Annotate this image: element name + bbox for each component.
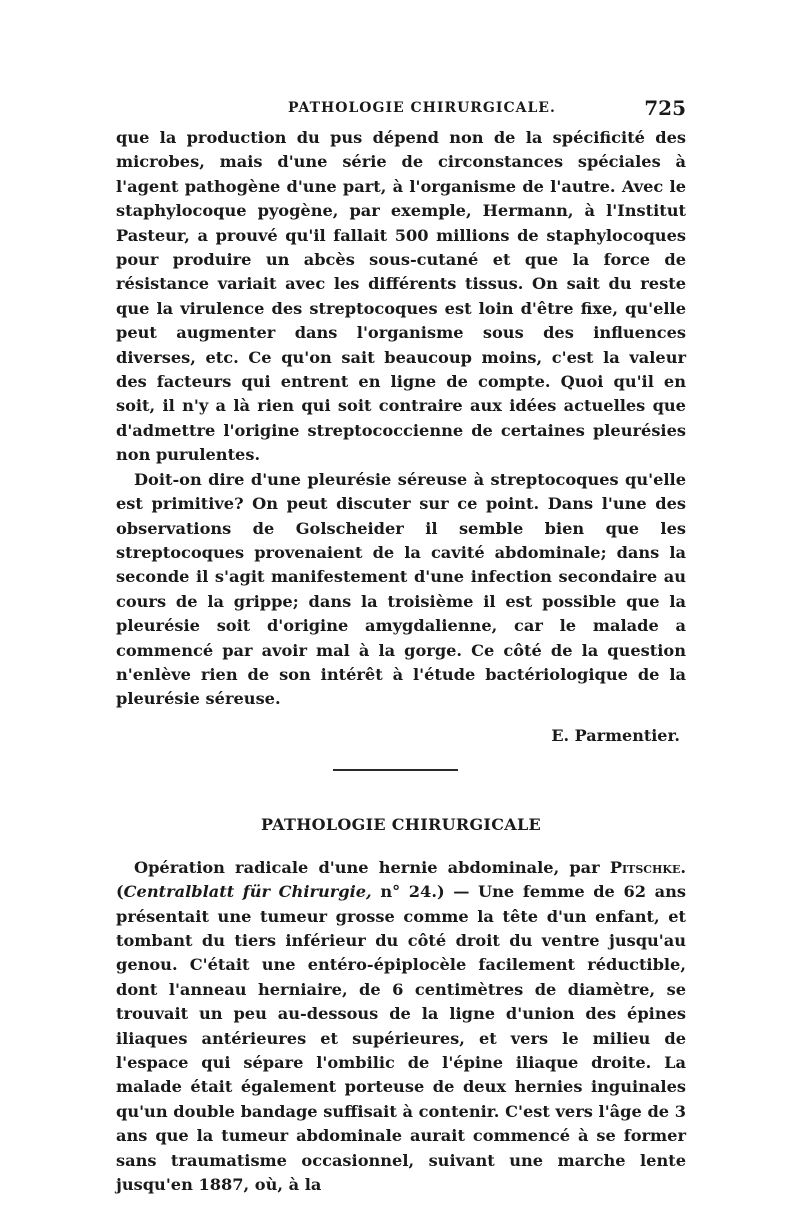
article-paragraph xyxy=(116,856,686,1198)
journal-open: ( xyxy=(116,882,124,902)
section-divider xyxy=(333,769,458,771)
paragraph-continued: que la production du pus dépend non de la spécificité des microbes, mais d'une série de circonstances spéciales à l'agent pathogène d'une part, à l'organisme de l'autre. Avec le staphylocoque pyogène, par exemple, Hermann, à l'Institut Pasteur, a prouvé qu'il fallait 500 millions de staphylocoques pour produire un abcès sous-cutané et que la force de résistance variait avec les différents tissus. On sait du reste que la virulence des streptocoques est loin d'être fixe, qu'elle peut augmenter dans l'organisme sous des influences diverses, etc. Ce qu'on sait beaucoup moins, c'est la valeur des facteurs qui entrent en ligne de compte. Quoi qu'il en soit, il n'y a là rien qui soit contraire aux idées actuelles que d'admettre l'origine streptococcienne de certaines pleurésies non purulentes. xyxy=(116,128,686,465)
running-head xyxy=(116,96,686,126)
journal-name: Centralblatt für Chirurgie, xyxy=(123,882,372,902)
page-number: 725 xyxy=(644,96,686,120)
article xyxy=(116,856,686,1198)
previous-article xyxy=(116,126,686,712)
journal-issue: n° 24.) xyxy=(371,882,445,902)
article-body: — Une femme de 62 ans présentait une tumeur grosse comme la tête d'un enfant, et tombant du tiers inférieur du côté droit du ventre jusqu'au genou. C'était une entéro-épiplocèle facilement réductible, dont l'anneau herniaire, de 6 centimètres de diamètre, se trouvait un peu au-dessous de la ligne d'union des épines iliaques antérieures et supérieures, et vers le milieu de l'espace qui sépare l'ombilic de l'épine iliaque droite. La malade était également porteuse de deux hernies inguinales qu'un double bandage suffisait à contenir. C'est vers l'âge de 3 ans que la tumeur abdominale aurait commencé à se former sans traumatisme occasionnel, suivant une marche lente jusqu'en 1887, où, à la xyxy=(116,882,686,1195)
by-text: par xyxy=(559,857,610,877)
article-title: Opération radicale d'une hernie abdominale, xyxy=(134,857,560,877)
author-signature: E. Parmentier. xyxy=(551,725,680,745)
running-title: PATHOLOGIE CHIRURGICALE. xyxy=(288,100,556,116)
article-author: Pitschke. xyxy=(609,857,687,877)
book-page xyxy=(116,96,686,1197)
section-title: PATHOLOGIE CHIRURGICALE xyxy=(261,814,541,834)
paragraph: Doit-on dire d'une pleurésie séreuse à streptocoques qu'elle est primitive? On peut discuter sur ce point. Dans l'une des observations de Golscheider il semble bien que les streptocoques provenaient de la cavité abdominale; dans la seconde il s'agit manifestement d'une infection secondaire au cours de la grippe; dans la troisième il est possible que la pleurésie soit d'origine amygdalienne, car le malade a commencé par avoir mal à la gorge. Ce côté de la question n'enlève rien de son intérêt à l'étude bactériologique de la pleurésie séreuse. xyxy=(116,469,686,709)
